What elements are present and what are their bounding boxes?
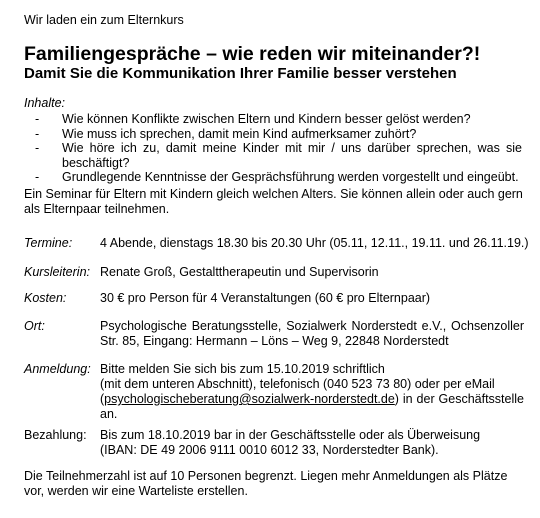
list-item: - Wie muss ich sprechen, damit mein Kind aufmerksamer zuhört? (24, 127, 522, 142)
bezahlung-value (100, 428, 524, 458)
content-list (24, 112, 522, 185)
ort-label: Ort: (24, 319, 45, 333)
flyer-page (24, 0, 530, 518)
anmeldung-value (100, 362, 524, 422)
list-item: - Wie können Konflikte zwischen Eltern und Kindern besser gelöst werden? (24, 112, 522, 127)
kursleiterin-text: Renate Groß, Gestalttherapeutin und Supervisorin (100, 265, 379, 279)
kursleiterin-label: Kursleiterin: (24, 265, 90, 279)
seminar-description: Ein Seminar für Eltern mit Kindern gleich welchen Alters. Sie können allein oder auch gern als Elternpaar teilnehmen. (24, 187, 523, 216)
termine-label: Termine: (24, 236, 73, 250)
anmeldung-label: Anmeldung: (24, 362, 91, 376)
list-item: - Grundlegende Kenntnisse der Gesprächsführung werden vorgestellt und eingeübt. (24, 170, 522, 185)
kosten-value (100, 291, 524, 306)
ort-line-2: Str. 85, Eingang: Hermann – Löns – Weg 9, 22848 Norderstedt (100, 334, 449, 348)
bezahlung-label: Bezahlung: (24, 428, 87, 442)
list-item: - Wie höre ich zu, damit meine Kinder mit mir / uns darüber sprechen, was sie beschäftigt? (24, 141, 522, 170)
termine-value (100, 236, 529, 251)
anmeldung-line-4: an. (100, 407, 118, 421)
ort-value (100, 319, 524, 349)
intro-line: Wir laden ein zum Elternkurs (24, 13, 184, 27)
content-label: Inhalte: (24, 96, 66, 110)
footer-note: Die Teilnehmerzahl ist auf 10 Personen begrenzt. Liegen mehr Anmeldungen als Plätze vor, werden wir eine Warteliste erstellen. (24, 469, 508, 498)
kosten-text: 30 € pro Person für 4 Veranstaltungen (60 € pro Elternpaar) (100, 291, 431, 305)
bezahlung-line-1: Bis zum 18.10.2019 bar in der Geschäftsstelle oder als Überweisung (100, 428, 481, 442)
bezahlung-line-2: (IBAN: DE 49 2006 9111 0010 6012 33, Norderstedter Bank). (100, 443, 439, 457)
paren-open: ( (100, 392, 105, 406)
anmeldung-line-2: (mit dem unteren Abschnitt), telefonisch (040 523 73 80) oder per eMail (100, 377, 495, 391)
page-title: Familiengespräche – wie reden wir miteinander?! (24, 43, 481, 65)
anmeldung-line-3-rest: ) in der Geschäftsstelle (394, 392, 524, 406)
kursleiterin-value (100, 265, 524, 280)
kosten-label: Kosten: (24, 291, 67, 305)
ort-line-1: Psychologische Beratungsstelle, Sozialwerk Norderstedt e.V., Ochsenzoller (100, 319, 524, 333)
email-link[interactable]: psychologischeberatung@sozialwerk-norderstedt.de (104, 392, 395, 406)
anmeldung-line-3 (100, 392, 524, 407)
anmeldung-line-1: Bitte melden Sie sich bis zum 15.10.2019 schriftlich (100, 362, 385, 376)
termine-text: 4 Abende, dienstags 18.30 bis 20.30 Uhr (05.11, 12.11., 19.11. und 26.11.19.) (100, 236, 529, 250)
page-subtitle: Damit Sie die Kommunikation Ihrer Familie besser verstehen (24, 65, 457, 82)
